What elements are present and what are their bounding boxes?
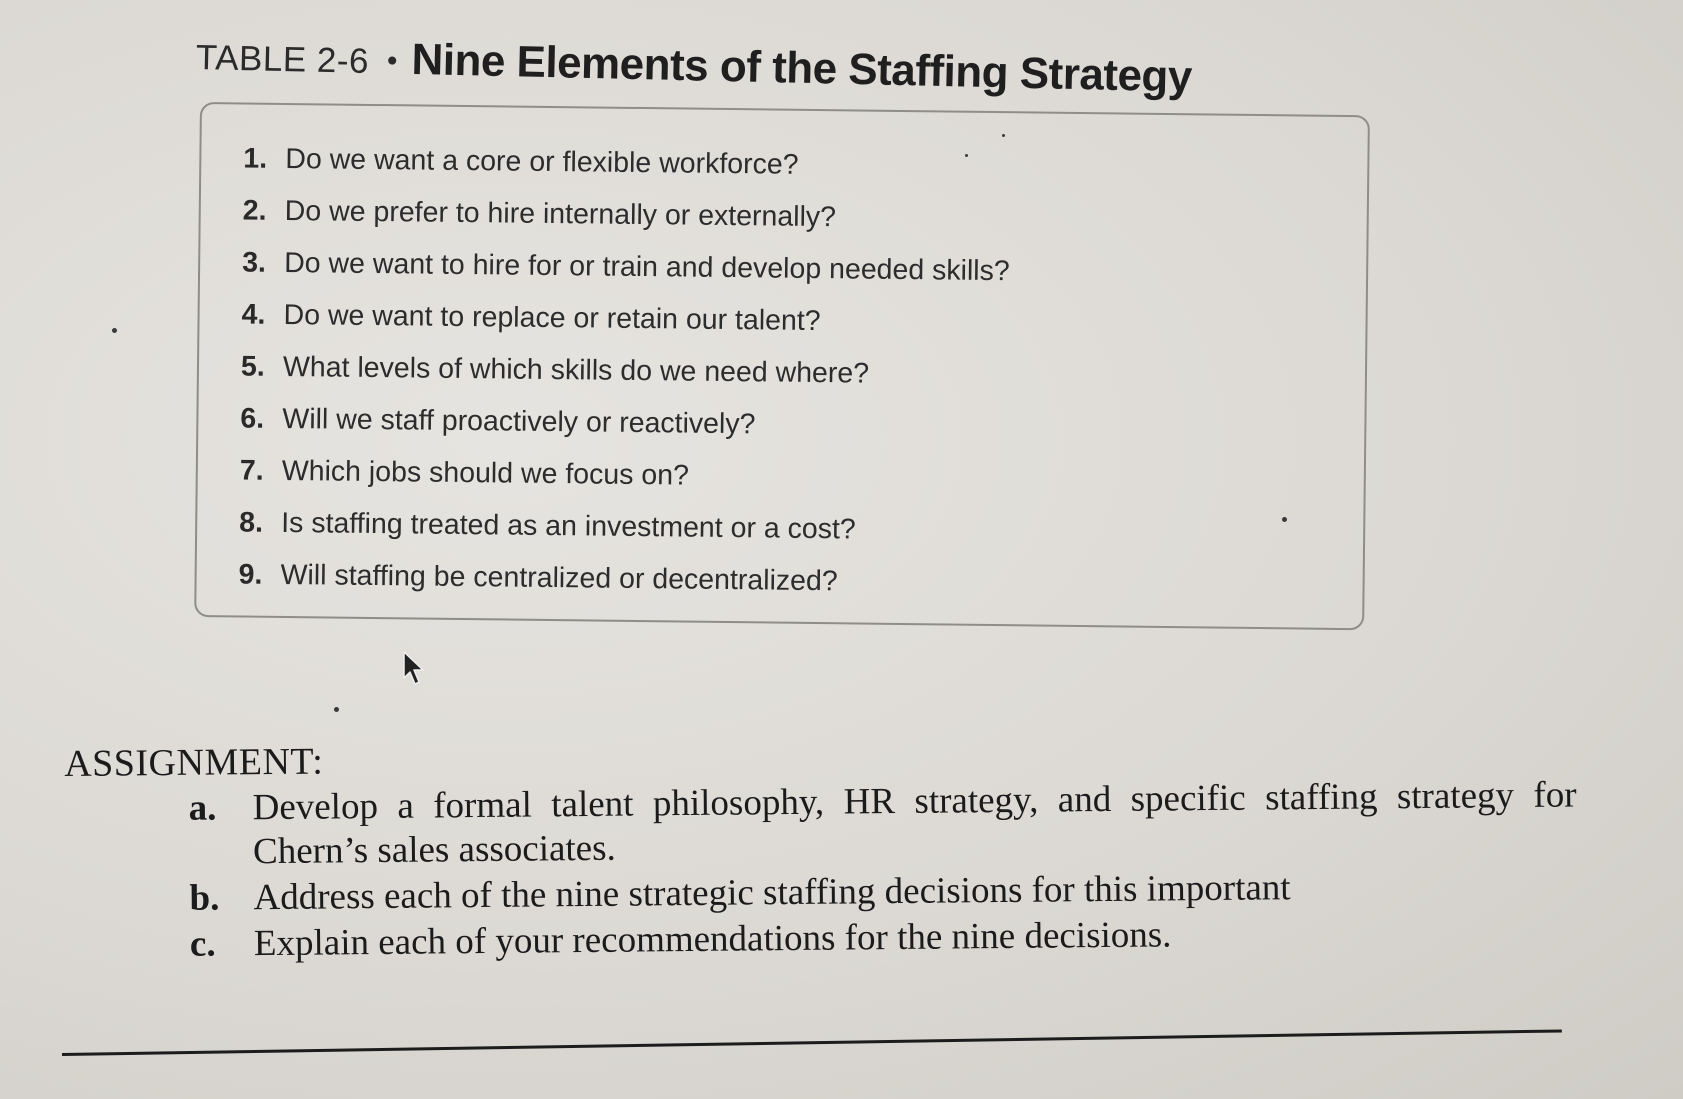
assignment-section [64,727,1586,970]
question-text: Do we want to hire for or train and develop needed skills? [283,246,1010,288]
question-item [241,288,1009,349]
question-item [242,236,1010,297]
table-title [195,30,1192,103]
question-text: Which jobs should we focus on? [281,454,690,492]
question-text: Will we staff proactively or reactively? [282,402,756,441]
assignment-text: Explain each of your recommendations for the nine decisions. [253,914,1172,965]
question-item [240,392,1008,453]
title-separator: • [386,44,398,78]
question-text: What levels of which skills do we need where? [282,350,870,390]
assignment-text: Develop a formal talent philosophy, HR strategy, and specific staffing strategy for Chern’s sales associates. [252,774,1577,873]
assignment-item [64,773,1585,876]
assignment-letter: a. [188,787,217,829]
question-number: 1. [243,142,268,175]
question-number: 2. [242,194,267,227]
assignment-text: Address each of the nine strategic staffing decisions for this important [253,867,1291,919]
question-item [240,444,1008,505]
question-number: 7. [239,454,264,487]
question-text: Is staffing treated as an investment or a cost? [281,506,856,546]
question-number: 5. [240,350,265,383]
table-label: TABLE 2-6 [195,38,370,81]
question-item [238,548,1006,609]
question-number: 6. [240,402,265,435]
question-number: 9. [238,558,263,591]
question-text: Do we want a core or flexible workforce? [285,142,799,181]
paper-speck [1002,134,1005,137]
question-item [241,340,1009,401]
question-text: Will staffing be centralized or decentralized? [280,558,838,598]
mouse-pointer-icon [402,650,428,688]
assignment-letter: c. [189,923,216,965]
question-number: 8. [239,506,264,539]
assignment-heading: ASSIGNMENT: [64,740,324,785]
question-number: 4. [241,298,266,331]
question-text: Do we prefer to hire internally or externally? [284,194,837,234]
questions-list [238,132,1011,609]
question-item [242,184,1010,245]
question-number: 3. [242,246,267,279]
answer-line [62,1029,1562,1056]
paper-speck [965,154,968,157]
question-item [239,496,1007,557]
question-item [243,132,1011,193]
paper-speck [112,328,117,333]
paper-speck [1282,517,1287,522]
table-heading: Nine Elements of the Staffing Strategy [411,34,1193,102]
questions-box [194,102,1370,630]
assignment-letter: b. [189,877,220,919]
paper-speck [334,707,339,712]
question-text: Do we want to replace or retain our talent? [283,298,821,338]
